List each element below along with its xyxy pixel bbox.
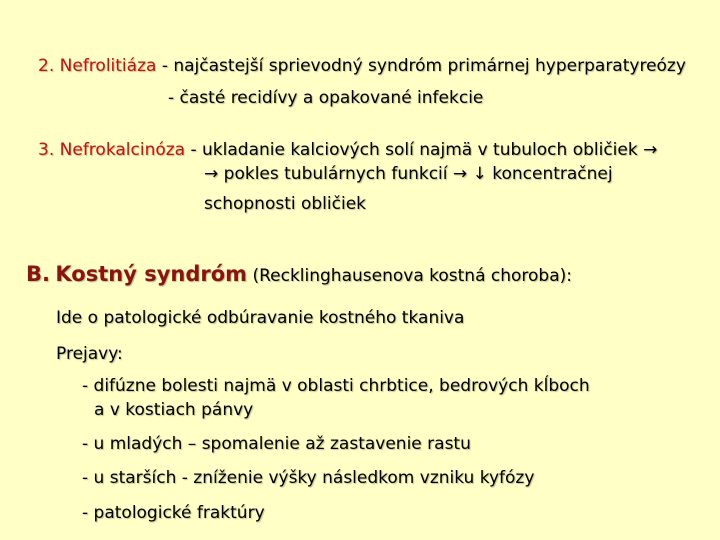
item-2-number: 2. <box>38 56 55 76</box>
item-3-line-2-text: pokles tubulárnych funkcií <box>223 164 448 184</box>
item-3-line-2-end: koncentračnej <box>492 164 613 184</box>
right-arrow-icon: → <box>643 140 658 160</box>
list-item: - patologické fraktúry <box>82 503 265 523</box>
right-arrow-icon: → <box>204 164 219 184</box>
down-arrow-icon: ↓ <box>472 164 487 184</box>
section-b-subtitle: (Recklinghausenova kostná choroba): <box>252 266 572 286</box>
section-b-letter: B. <box>26 262 50 286</box>
list-item: - u mladých – spomalenie až zastavenie rastu <box>82 434 471 454</box>
item-3-term: Nefrokalcinóza <box>59 140 186 160</box>
section-b-heading <box>26 264 572 286</box>
list-item: - difúzne bolesti najmä v oblasti chrbtice, bedrových kĺboch <box>82 376 590 396</box>
list-item: - u starších - zníženie výšky následkom vzniku kyfózy <box>82 468 535 488</box>
section-b-description: Ide o patologické odbúravanie kostného tkaniva <box>56 308 465 328</box>
list-item-continuation: a v kostiach pánvy <box>94 400 254 420</box>
section-b-title: Kostný syndróm <box>55 262 248 286</box>
right-arrow-icon: → <box>452 164 468 184</box>
item-2-sub: - časté recidívy a opakované infekcie <box>168 88 484 108</box>
item-3-line-3: schopnosti obličiek <box>204 194 367 214</box>
item-2-term: Nefrolitiáza <box>59 56 157 76</box>
item-3-line <box>38 140 657 160</box>
item-3-line-2 <box>204 164 613 184</box>
manifestations-label: Prejavy: <box>56 344 123 364</box>
item-2-line <box>38 56 686 76</box>
item-3-text: - ukladanie kalciových solí najmä v tubuloch obličiek <box>185 140 638 160</box>
item-3-number: 3. <box>38 140 55 160</box>
item-2-text: - najčastejší sprievodný syndróm primárnej hyperparatyreózy <box>156 56 686 76</box>
